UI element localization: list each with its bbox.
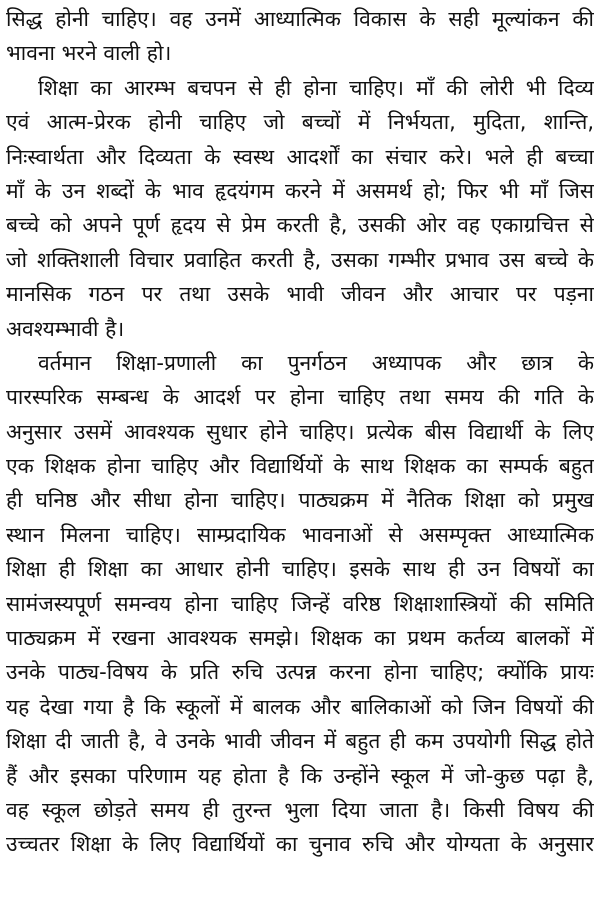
- text-line: एवं आत्म-प्रेरक होनी चाहिए जो बच्चों में निर्भयता, मुदिता, शान्ति,: [6, 110, 594, 135]
- text-line: उच्चतर शिक्षा के लिए विद्यार्थियों का चुनाव रुचि और योग्यता के अनुसार: [6, 832, 594, 857]
- text-line: एक शिक्षक होना चाहिए और विद्यार्थियों के साथ शिक्षक का सम्पर्क बहुत: [6, 454, 594, 479]
- text-line: हैं और इसका परिणाम यह होता है कि उन्होंने स्कूल में जो-कुछ पढ़ा है,: [6, 763, 594, 788]
- paragraph-3: [6, 346, 594, 862]
- text-line: अवश्यम्भावी है।: [6, 316, 125, 341]
- text-line: जो शक्तिशाली विचार प्रवाहित करती है, उसका गम्भीर प्रभाव उस बच्चे के: [6, 247, 594, 272]
- text-line: उनके पाठ्य-विषय के प्रति रुचि उत्पन्न करना होना चाहिए; क्योंकि प्रायः: [6, 660, 594, 685]
- text-line: यह देखा गया है कि स्कूलों में बालक और बालिकाओं को जिन विषयों की: [6, 694, 594, 719]
- paragraph-2: [6, 71, 594, 346]
- text-line: सामंजस्यपूर्ण समन्वय होना चाहिए जिन्हें वरिष्ठ शिक्षाशास्त्रियों की समिति: [6, 591, 594, 616]
- text-line: शिक्षा दी जाती है, वे उनके भावी जीवन में बहुत ही कम उपयोगी सिद्ध होते: [6, 729, 594, 754]
- text-line: माँ के उन शब्दों के भाव हृदयंगम करने में असमर्थ हो; फिर भी माँ जिस: [6, 178, 594, 203]
- text-line: वह स्कूल छोड़ते समय ही तुरन्त भुला दिया जाता है। किसी विषय की: [6, 797, 594, 822]
- text-line: पाठ्यक्रम में रखना आवश्यक समझे। शिक्षक का प्रथम कर्तव्य बालकों में: [6, 626, 594, 651]
- text-line: ही घनिष्ठ और सीधा होना चाहिए। पाठ्यक्रम में नैतिक शिक्षा को प्रमुख: [6, 488, 594, 513]
- text-line: शिक्षा का आरम्भ बचपन से ही होना चाहिए। माँ की लोरी भी दिव्य: [38, 75, 594, 100]
- text-line: स्थान मिलना चाहिए। साम्प्रदायिक भावनाओं से असम्पृक्त आध्यात्मिक: [6, 522, 594, 547]
- text-line: बच्चे को अपने पूर्ण हृदय से प्रेम करती है, उसकी ओर वह एकाग्रचित्त से: [6, 213, 594, 238]
- text-line: भावना भरने वाली हो।: [6, 41, 172, 66]
- paragraph-1: [6, 2, 594, 71]
- text-line: पारस्परिक सम्बन्ध के आदर्श पर होना चाहिए तथा समय की गति के: [6, 385, 594, 410]
- text-line: शिक्षा ही शिक्षा का आधार होनी चाहिए। इसके साथ ही उन विषयों का: [6, 557, 594, 582]
- text-line: अनुसार उसमें आवश्यक सुधार होने चाहिए। प्रत्येक बीस विद्यार्थी के लिए: [6, 419, 594, 444]
- text-line: मानसिक गठन पर तथा उसके भावी जीवन और आचार पर पड़ना: [6, 282, 594, 307]
- text-line: सिद्ध होनी चाहिए। वह उनमें आध्यात्मिक विकास के सही मूल्यांकन की: [6, 7, 594, 31]
- text-line: वर्तमान शिक्षा-प्रणाली का पुनर्गठन अध्यापक और छात्र के: [38, 350, 594, 375]
- text-line: निःस्वार्थता और दिव्यता के स्वस्थ आदर्शों का संचार करे। भले ही बच्चा: [6, 144, 594, 169]
